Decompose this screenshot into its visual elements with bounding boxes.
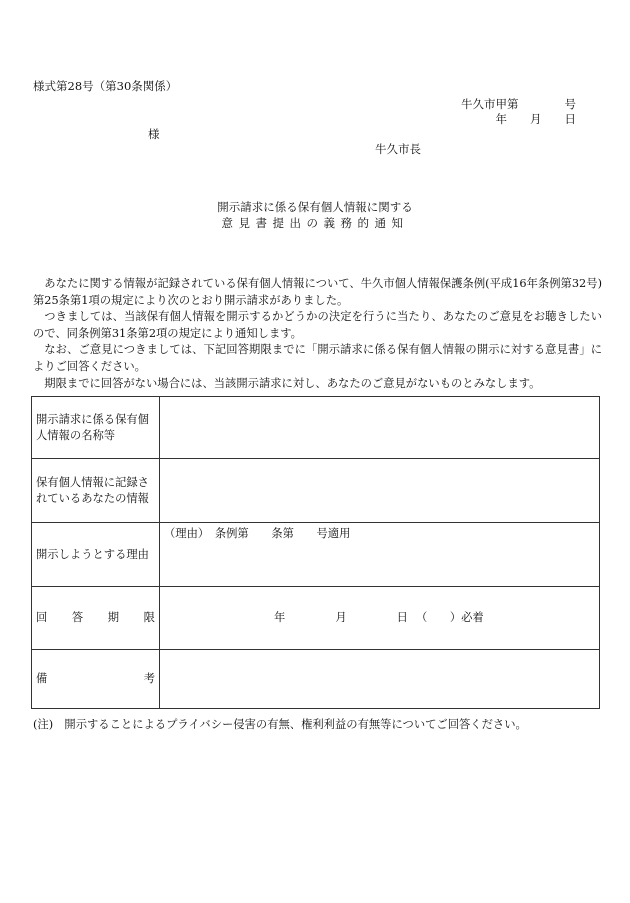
- response-deadline-label: 回 答 期 限: [32, 587, 160, 650]
- request-info-name-field[interactable]: [160, 397, 600, 459]
- recorded-info-field[interactable]: [160, 459, 600, 523]
- body-paragraph: 期限までに回答がない場合には、当該開示請求に対し、あなたのご意見がないものとみなします。: [44, 376, 541, 390]
- disclosure-reason-label: 開示しようとする理由: [32, 523, 160, 587]
- table-row: [32, 523, 600, 587]
- remarks-label: 備 考: [32, 650, 160, 709]
- document-title-line-2: 意見書提出の義務的通知: [221, 216, 409, 230]
- deadline-weekday: （ ）必着: [415, 611, 484, 624]
- form-number: 様式第28号（第30条関係）: [33, 79, 178, 93]
- deadline-month: 月: [335, 611, 347, 624]
- body-paragraph: あなたに関する情報が記録されている保有個人情報について、牛久市個人情報保護条例(平成16年条例第32号)第25条第1項の規定により次のとおり開示請求がありました。: [33, 277, 602, 307]
- body-text: [33, 276, 602, 392]
- issuer: 牛久市長: [375, 142, 421, 156]
- recorded-info-label: 保有個人情報に記録されているあなたの情報: [32, 459, 160, 523]
- body-paragraph: なお、ご意見につきましては、下記回答期限までに「開示請求に係る保有個人情報の開示に対する意見書」によりご回答ください。: [33, 343, 602, 373]
- table-row: [32, 397, 600, 459]
- body-paragraph: つきましては、当該保有個人情報を開示するかどうかの決定を行うに当たり、あなたのご意見をお聴きしたいので、同条例第31条第2項の規定により通知します。: [33, 310, 602, 340]
- table-row: [32, 650, 600, 709]
- remarks-field[interactable]: [160, 650, 600, 709]
- disclosure-reason-field[interactable]: （理由） 条例第 条第 号適用: [160, 523, 600, 587]
- response-deadline-field[interactable]: [160, 587, 600, 650]
- table-row: [32, 459, 600, 523]
- document-date: 年 月 日: [495, 112, 576, 126]
- deadline-day: 日: [396, 611, 408, 624]
- document-title-line-1: 開示請求に係る保有個人情報に関する: [217, 200, 413, 214]
- table-row: [32, 587, 600, 650]
- addressee: 様: [148, 127, 160, 141]
- footnote: (注) 開示することによるプライバシー侵害の有無、権利利益の有無等についてご回答ください。: [33, 718, 527, 731]
- deadline-year: 年: [274, 611, 286, 624]
- request-info-name-label: 開示請求に係る保有個人情報の名称等: [32, 397, 160, 459]
- notice-form-table: [31, 396, 600, 709]
- document-number: 牛久市甲第 号: [461, 97, 576, 111]
